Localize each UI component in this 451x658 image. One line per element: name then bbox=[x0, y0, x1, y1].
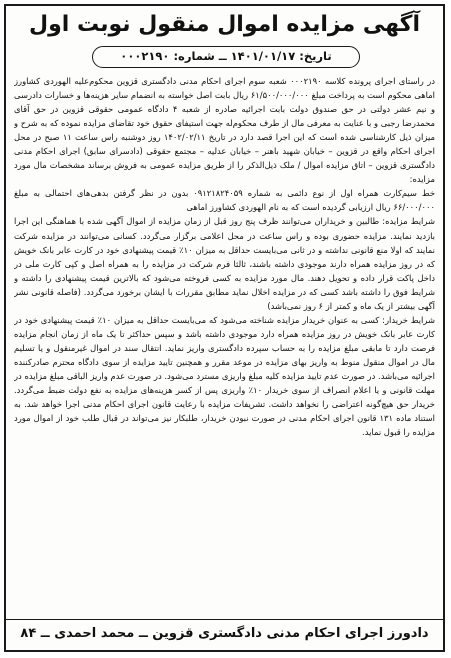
footer-divider bbox=[6, 619, 443, 620]
notice-signature: دادورز اجرای احکام مدنی دادگستری قزوین ــ محمد احمدی ــ ۸۴ bbox=[20, 626, 429, 641]
date-number-label: تاریخ: ۱۴۰۱/۰۱/۱۷ ــ شماره: ۰۰۰۲۱۹۰ bbox=[120, 49, 332, 63]
notice-body bbox=[14, 74, 435, 610]
body-paragraph-intro: در راستای اجرای پرونده کلاسه ۰۰۰۲۱۹۰ شعبه سوم اجرای احکام مدنی دادگستری قزوین محکوم‌علیه الهوردی کشاورز اماهی محکوم است به پرداخت مبلغ ۶۱/۵۰۰/۰۰۰/۰۰۰ ریال بابت اصل خواسته به انضمام سایر هزینه‌ها و خسارات دادرسی و نیم عشر دولتی در حق صندوق دولت بابت اجرائیه صادره از شعبه ۴ دادگاه عمومی حقوقی قزوین در حق آقای محمدرضا رجبی و با عنایت به معرفی مال از طرف محکوم‌له جهت استیفای حقوق خود تقاضای مزایده نموده که به شرح و میزان ذیل کارشناسی شده است که این اجرا قصد دارد در تاریخ ۱۴۰۲/۰۲/۱۱ روز دوشنبه راس ساعت ۱۱ صبح در محل اجرای احکام واقع در قزوین – خیابان شهید باهنر – خیابان عدلیه – مجتمع حقوقی (دادسرای سابق) اجرای احکام مدنی دادگستری قزوین – اتاق مزایده اموال / ملک ذیل‌الذکر را از طریق مزایده عمومی به فروش برساند مشخصات مال مورد مزایده: bbox=[14, 76, 435, 185]
notice-frame bbox=[4, 4, 445, 652]
body-paragraph-buyer-terms: شرایط خریدار: کسی به عنوان خریدار مزایده شناخته می‌شود که می‌بایست حداقل به میزان ۱۰٪ قیمت پیشنهادی خود در کارت عابر بانک خویش در روز مزایده همراه دارد موجودی داشته باشد و سپس حداکثر تا یک ماه از زمان انجام مزایده فرصت دارد تا مابقی مبلغ مزایده را به حساب سپرده دادگستری واریز نماید. انتقال سند در اموال غیرمنقول و یا تسلیم مال در اموال منقول منوط به واریز بهای مزایده در موعد مقرر و همچنین تایید مزایده از سوی دادگاه محترم صادرکننده اجرائیه می‌باشد. در صورت عدم تایید مزایده کلیه مبلغ واریزی مسترد می‌شود. در صورت عدم واریز الباقی مبلغ مزایده در مهلت قانونی و یا اعلام انصراف از سوی خریدار ۱۰٪ واریزی پس از کسر هزینه‌های مزایده به نفع دولت ضبط می‌گردد. خریدار حق هیچ‌گونه اعتراضی را نخواهد داشت. تشریفات مزایده با رعایت قانون اجرای احکام مدنی اجرا خواهد شد. به استناد ماده ۱۳۱ قانون اجرای احکام مدنی در صورت نبودن خریدار، طلبکار نیز می‌تواند در قبال طلب خود از اموال مورد مزایده را قبول نماید. bbox=[14, 314, 435, 438]
date-number-box bbox=[92, 46, 360, 68]
body-paragraph-auction-terms: شرایط مزایده: طالبین و خریداران می‌توانند ظرف پنج روز قبل از زمان مزایده از اموال آگهی شده با هماهنگی این اجرا بازدید نمایند. مزایده حضوری بوده و راس ساعت در محل اعلامی برگزار می‌گردد. کسانی می‌توانند در مزایده شرکت نمایند که اولا منع قانونی نداشته و در ثانی می‌بایست حداقل به میزان ۱۰٪ قیمت پیشنهادی خود در کارت عابر بانک خویش که در روز مزایده همراه دارند موجودی داشته باشند، ثالثا فرم شرکت در مزایده را به همراه اصل و کپی کارت ملی در داخل پاکت قرار داده و تحویل دهند. مال مورد مزایده به کسی فروخته می‌شود که بالاترین قیمت پیشنهادی را داشته و شرایط فوق را داشته باشد کسی که در مزایده اخلال نماید مطابق مقررات با ایشان برخورد می‌گردد. (فاصله قانونی نشر آگهی بیشتر از یک ماه و کمتر از ۶ روز نمی‌باشد) bbox=[14, 216, 435, 311]
notice-title: آگهی مزایده اموال منقول نوبت اول bbox=[28, 12, 421, 37]
body-paragraph-property: خط سیم‌کارت همراه اول از نوع دائمی به شماره ۰۹۱۲۱۸۲۴۰۵۹ بدون در نظر گرفتن بدهی‌های احتمالی به مبلغ ۶۶/۰۰۰/۰۰۰ ریال ارزیابی گردیده است که به نام الهوردی کشاورز اماهی bbox=[14, 188, 435, 213]
